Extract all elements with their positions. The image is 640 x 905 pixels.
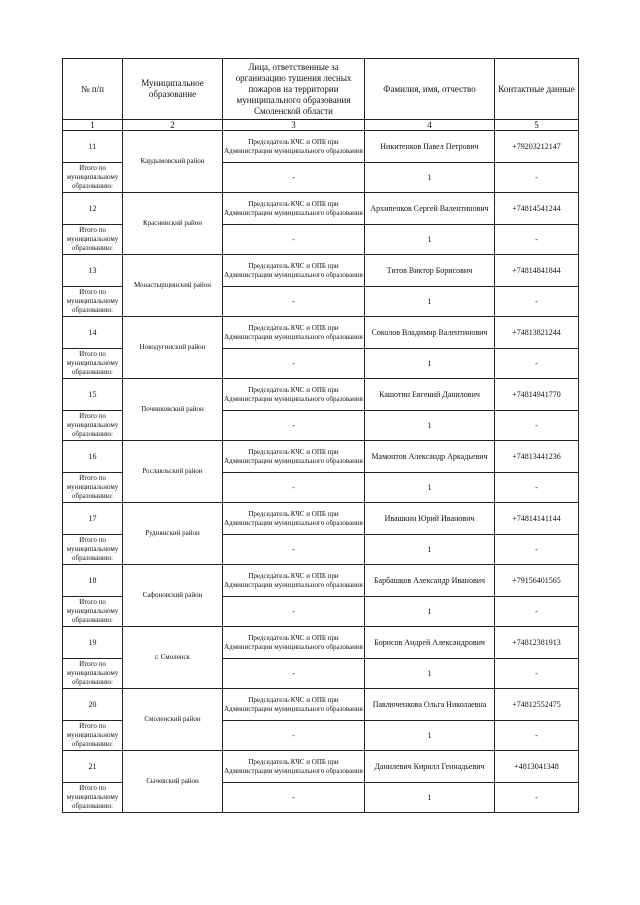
responsible-persons-table <box>62 58 579 813</box>
total-position: - <box>223 783 365 813</box>
responsible-position: Председатель КЧС и ОПБ при Администрации муниципального образования <box>223 441 365 473</box>
contact-phone: +74814941770 <box>495 379 579 411</box>
total-position: - <box>223 225 365 255</box>
total-position: - <box>223 411 365 441</box>
total-count: 1 <box>365 287 495 317</box>
municipality-name: Сафоновский район <box>123 565 223 627</box>
responsible-fio: Павлюченкова Ольга Николаевна <box>365 689 495 721</box>
responsible-fio: Ивашкин Юрий Иванович <box>365 503 495 535</box>
total-count: 1 <box>365 597 495 627</box>
header-contacts: Контактные данные <box>495 59 579 120</box>
total-label: Итого по муниципальному образованию: <box>63 473 123 503</box>
responsible-fio: Борисов Андрей Александрович <box>365 627 495 659</box>
total-phone: - <box>495 163 579 193</box>
responsible-fio: Соколов Владимир Валентинович <box>365 317 495 349</box>
total-position: - <box>223 163 365 193</box>
responsible-fio: Титов Виктор Борисович <box>365 255 495 287</box>
municipality-name: г. Смоленск <box>123 627 223 689</box>
contact-phone: +4813041348 <box>495 751 579 783</box>
total-position: - <box>223 535 365 565</box>
total-position: - <box>223 721 365 751</box>
total-position: - <box>223 659 365 689</box>
contact-phone: +74813441236 <box>495 441 579 473</box>
header-num: № п/п <box>63 59 123 120</box>
total-phone: - <box>495 659 579 689</box>
total-phone: - <box>495 535 579 565</box>
row-number: 12 <box>63 193 123 225</box>
table-row <box>63 193 579 225</box>
total-label: Итого по муниципальному образованию: <box>63 659 123 689</box>
contact-phone: +74814541244 <box>495 193 579 225</box>
total-phone: - <box>495 473 579 503</box>
table-row <box>63 751 579 783</box>
total-count: 1 <box>365 411 495 441</box>
row-number: 15 <box>63 379 123 411</box>
contact-phone: +74813821244 <box>495 317 579 349</box>
contact-phone: +74812381913 <box>495 627 579 659</box>
total-position: - <box>223 287 365 317</box>
total-count: 1 <box>365 225 495 255</box>
responsible-position: Председатель КЧС и ОПБ при Администрации муниципального образования <box>223 627 365 659</box>
municipality-name: Кардымовский район <box>123 131 223 193</box>
table-row <box>63 503 579 535</box>
contact-phone: +79156401565 <box>495 565 579 597</box>
responsible-position: Председатель КЧС и ОПБ при Администрации муниципального образования <box>223 379 365 411</box>
header-fio: Фамилия, имя, отчество <box>365 59 495 120</box>
responsible-position: Председатель КЧС и ОПБ при Администрации муниципального образования <box>223 131 365 163</box>
row-number: 13 <box>63 255 123 287</box>
responsible-fio: Данилевич Кирилл Геннадьевич <box>365 751 495 783</box>
table-row <box>63 131 579 163</box>
total-label: Итого по муниципальному образованию: <box>63 163 123 193</box>
row-number: 11 <box>63 131 123 163</box>
table-row <box>63 627 579 659</box>
total-phone: - <box>495 597 579 627</box>
total-label: Итого по муниципальному образованию: <box>63 411 123 441</box>
responsible-position: Председатель КЧС и ОПБ при Администрации муниципального образования <box>223 193 365 225</box>
municipality-name: Новодугинский район <box>123 317 223 379</box>
total-position: - <box>223 597 365 627</box>
column-number: 2 <box>123 120 223 131</box>
column-number: 4 <box>365 120 495 131</box>
total-count: 1 <box>365 783 495 813</box>
row-number: 20 <box>63 689 123 721</box>
total-count: 1 <box>365 659 495 689</box>
municipality-name: Смоленский район <box>123 689 223 751</box>
total-phone: - <box>495 411 579 441</box>
municipality-name: Руднянский район <box>123 503 223 565</box>
total-phone: - <box>495 721 579 751</box>
total-phone: - <box>495 349 579 379</box>
total-count: 1 <box>365 721 495 751</box>
municipality-name: Монастырщинский район <box>123 255 223 317</box>
row-number: 14 <box>63 317 123 349</box>
total-count: 1 <box>365 535 495 565</box>
total-label: Итого по муниципальному образованию: <box>63 721 123 751</box>
table-row <box>63 565 579 597</box>
total-count: 1 <box>365 163 495 193</box>
total-label: Итого по муниципальному образованию: <box>63 783 123 813</box>
table-row <box>63 255 579 287</box>
header-municipality: Муниципальное образование <box>123 59 223 120</box>
total-phone: - <box>495 287 579 317</box>
row-number: 18 <box>63 565 123 597</box>
total-label: Итого по муниципальному образованию: <box>63 287 123 317</box>
responsible-fio: Барбашков Александр Иванович <box>365 565 495 597</box>
contact-phone: +74812552475 <box>495 689 579 721</box>
municipality-name: Сычевский район <box>123 751 223 813</box>
total-label: Итого по муниципальному образованию: <box>63 597 123 627</box>
responsible-fio: Архипенков Сергей Валентинович <box>365 193 495 225</box>
responsible-position: Председатель КЧС и ОПБ при Администрации муниципального образования <box>223 317 365 349</box>
municipality-name: Рославльский район <box>123 441 223 503</box>
responsible-position: Председатель КЧС и ОПБ при Администрации муниципального образования <box>223 751 365 783</box>
table-row <box>63 379 579 411</box>
header-responsible: Лица, ответственные за организацию тушения лесных пожаров на территории муниципального образования Смоленской области <box>223 59 365 120</box>
row-number: 16 <box>63 441 123 473</box>
total-label: Итого по муниципальному образованию: <box>63 349 123 379</box>
contact-phone: +74814841844 <box>495 255 579 287</box>
row-number: 19 <box>63 627 123 659</box>
total-label: Итого по муниципальному образованию: <box>63 225 123 255</box>
municipality-name: Починковский район <box>123 379 223 441</box>
table-row <box>63 689 579 721</box>
row-number: 17 <box>63 503 123 535</box>
responsible-position: Председатель КЧС и ОПБ при Администрации муниципального образования <box>223 565 365 597</box>
municipality-name: Краснинский район <box>123 193 223 255</box>
column-number-row <box>63 120 579 131</box>
total-phone: - <box>495 225 579 255</box>
header-row <box>63 59 579 120</box>
column-number: 1 <box>63 120 123 131</box>
total-position: - <box>223 473 365 503</box>
responsible-position: Председатель КЧС и ОПБ при Администрации муниципального образования <box>223 503 365 535</box>
responsible-fio: Никитенков Павел Петрович <box>365 131 495 163</box>
total-position: - <box>223 349 365 379</box>
responsible-position: Председатель КЧС и ОПБ при Администрации муниципального образования <box>223 689 365 721</box>
contact-phone: +79203212147 <box>495 131 579 163</box>
responsible-fio: Кашотин Евгений Данилович <box>365 379 495 411</box>
column-number: 3 <box>223 120 365 131</box>
total-count: 1 <box>365 473 495 503</box>
total-label: Итого по муниципальному образованию: <box>63 535 123 565</box>
responsible-position: Председатель КЧС и ОПБ при Администрации муниципального образования <box>223 255 365 287</box>
column-number: 5 <box>495 120 579 131</box>
contact-phone: +74814141144 <box>495 503 579 535</box>
total-phone: - <box>495 783 579 813</box>
table-row <box>63 317 579 349</box>
row-number: 21 <box>63 751 123 783</box>
table-row <box>63 441 579 473</box>
responsible-fio: Мамонтов Александр Аркадьевич <box>365 441 495 473</box>
total-count: 1 <box>365 349 495 379</box>
